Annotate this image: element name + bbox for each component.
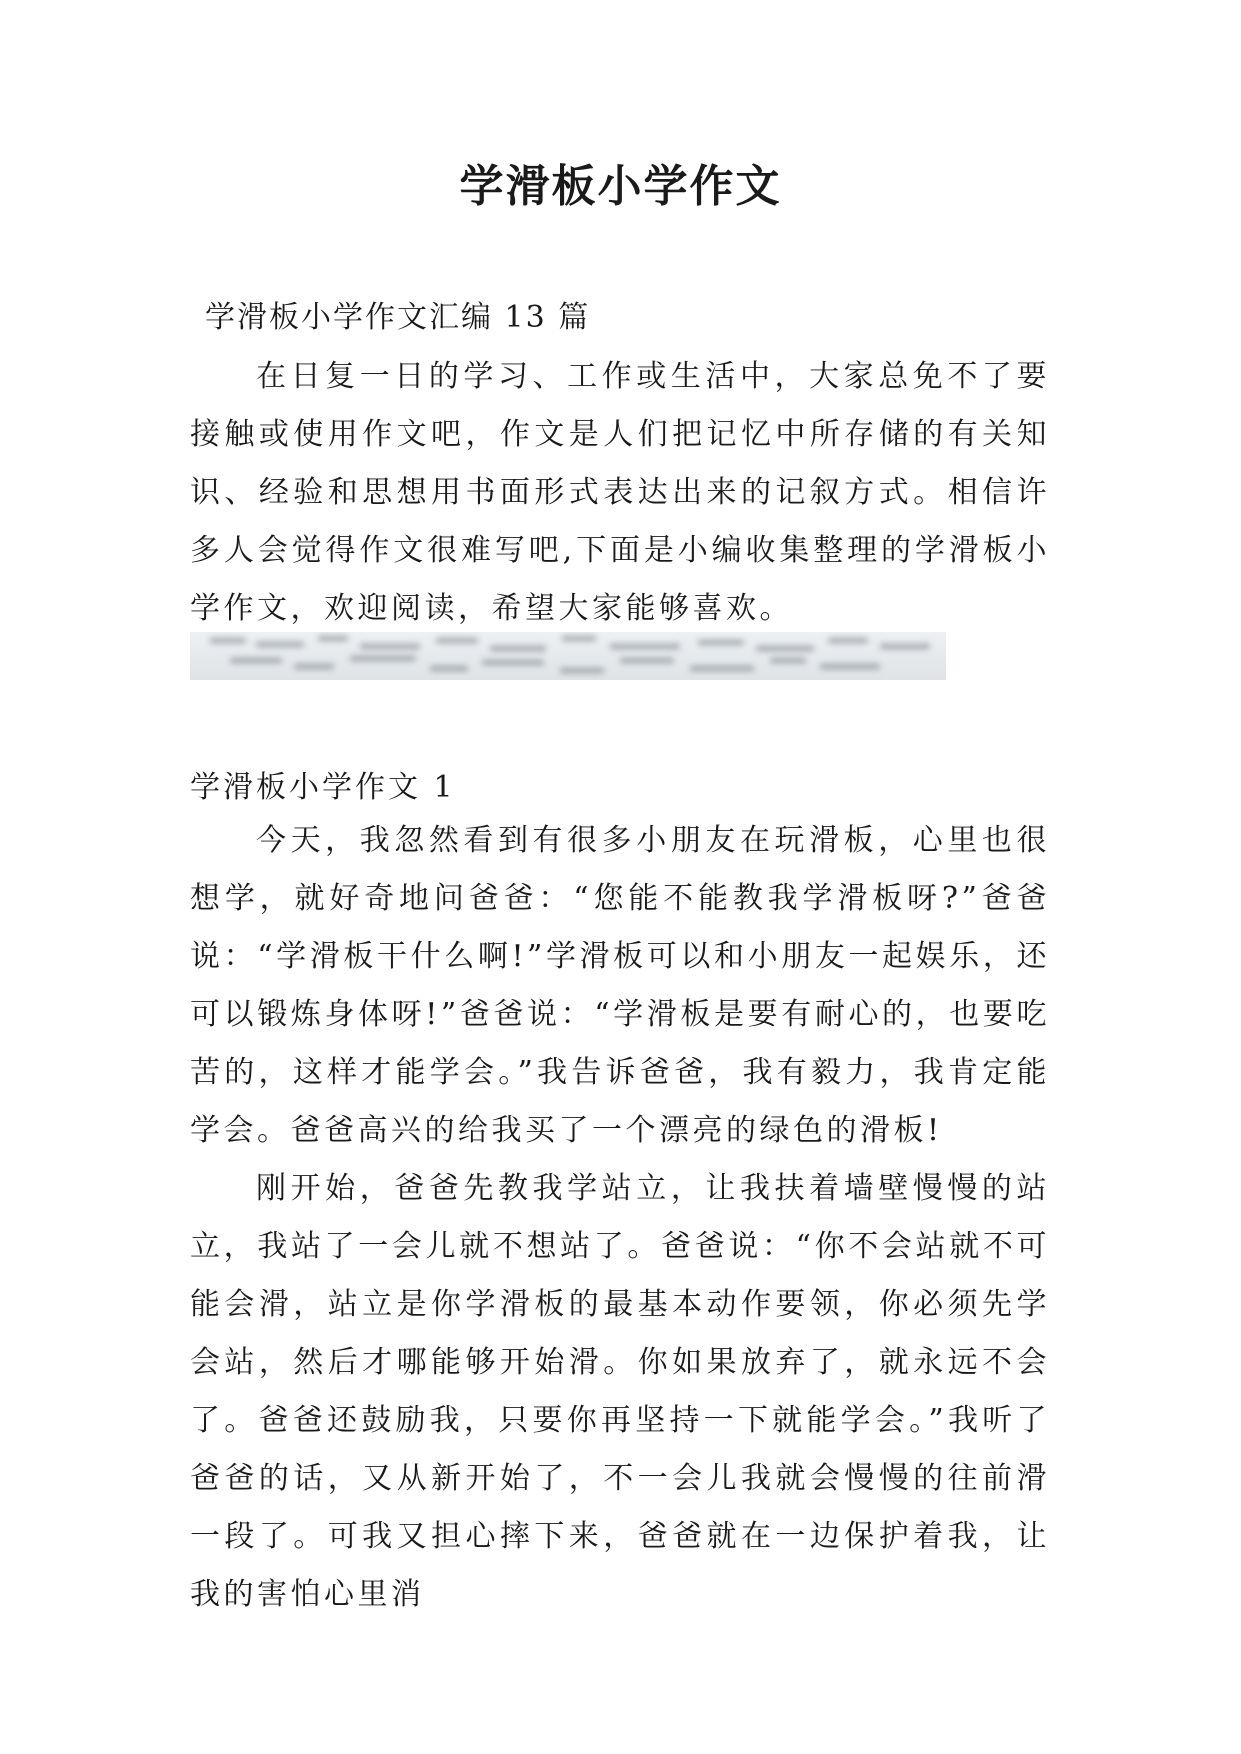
document-subtitle: 学滑板小学作文汇编 13 篇 <box>205 300 591 335</box>
intro-paragraph: 在日复一日的学习、工作或生活中，大家总免不了要接触或使用作文吧，作文是人们把记忆中所存储的有关知识、经验和思想用书面形式表达出来的记叙方式。相信许多人会觉得作文很难写吧,下面是小编收集整理的学滑板小学作文，欢迎阅读，希望大家能够喜欢。 <box>190 359 1050 626</box>
body-paragraph-2: 刚开始，爸爸先教我学站立，让我扶着墙壁慢慢的站立，我站了一会儿就不想站了。爸爸说：“你不会站就不可能会滑，站立是你学滑板的最基本动作要领，你必须先学会站，然后才哪能够开始滑。你如果放弃了，就永远不会了。爸爸还鼓励我，只要你再坚持一下就能学会。”我听了爸爸的话，又从新开始了，不一会儿我就会慢慢的往前滑一段了。可我又担心摔下来，爸爸就在一边保护着我，让我的害怕心里消 <box>190 1171 1050 1612</box>
body-paragraph-1: 今天，我忽然看到有很多小朋友在玩滑板，心里也很想学，就好奇地问爸爸：“您能不能教我学滑板呀?”爸爸说：“学滑板干什么啊!”学滑板可以和小朋友一起娱乐，还可以锻炼身体呀!”爸爸说：“学滑板是要有耐心的，也要吃苦的，这样才能学会。”我告诉爸爸，我有毅力，我肯定能学会。爸爸高兴的给我买了一个漂亮的绿色的滑板! <box>190 823 1050 1148</box>
section-heading: 学滑板小学作文 1 <box>190 770 456 805</box>
blurred-text-image <box>190 632 946 680</box>
page-title: 学滑板小学作文 <box>459 161 782 212</box>
